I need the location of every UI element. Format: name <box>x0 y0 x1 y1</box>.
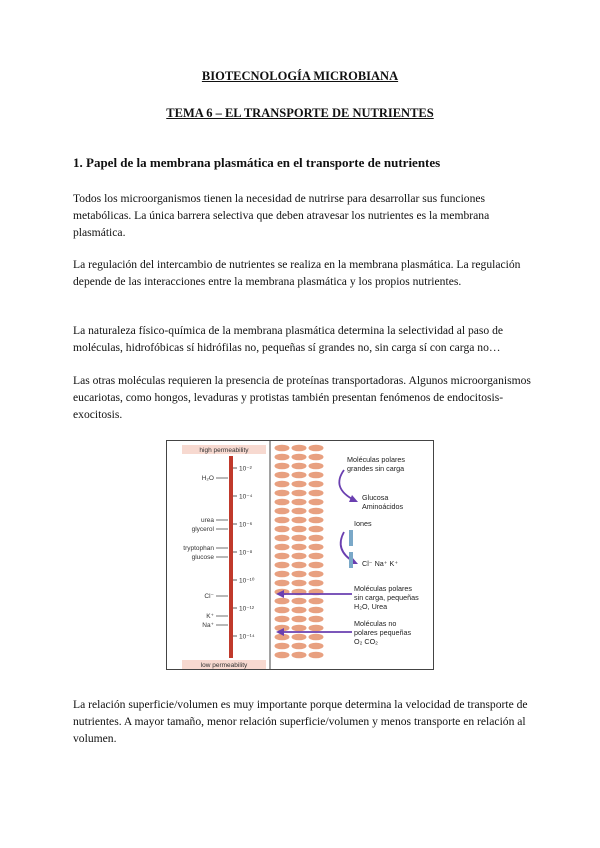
lipid-head <box>292 490 307 497</box>
lipid-head <box>292 508 307 515</box>
scale-tick-label: 10⁻⁶ <box>239 521 253 529</box>
lipid-head <box>292 625 307 632</box>
lipid-head <box>275 508 290 515</box>
lipid-head <box>309 517 324 524</box>
scale-molecule-label: tryptophan <box>183 545 214 552</box>
course-title: BIOTECNOLOGÍA MICROBIANA <box>201 69 399 83</box>
label-nonpolar-3: O₂ CO₂ <box>354 637 378 646</box>
label-nonpolar-1: Moléculas no <box>354 619 397 628</box>
label-polar-small-3: H₂O, Urea <box>354 602 388 611</box>
lipid-head <box>309 616 324 623</box>
lipid-head <box>275 481 290 488</box>
lipid-head <box>292 580 307 587</box>
lipid-head <box>292 535 307 542</box>
lipid-head <box>309 571 324 578</box>
permeability-scale-bar <box>229 456 233 658</box>
membrane-permeability-figure <box>166 440 434 670</box>
lipid-head <box>292 562 307 569</box>
label-ions: Iones <box>354 519 372 528</box>
lipid-head <box>292 598 307 605</box>
section-heading: 1. Papel de la membrana plasmática en el transporte de nutrientes <box>73 155 441 170</box>
scale-molecule-label: glucose <box>191 554 214 561</box>
lipid-head <box>309 607 324 614</box>
lipid-head <box>309 472 324 479</box>
lipid-head <box>309 652 324 659</box>
lipid-head <box>275 607 290 614</box>
lipid-head <box>275 517 290 524</box>
lipid-head <box>292 553 307 560</box>
label-polar-small-2: sin carga, pequeñas <box>354 593 419 602</box>
paragraph-surface-volume: La relación superficie/volumen es muy importante porque determina la velocidad de transporte de nutrientes. A mayor tamaño, menor relación superficie/volumen y menos transporte en relación al volumen. <box>73 698 528 745</box>
lipid-head <box>309 526 324 533</box>
lipid-head <box>309 580 324 587</box>
lipid-head <box>292 526 307 533</box>
scale-molecule-label: H₂O <box>201 475 214 482</box>
label-polar-small-1: Moléculas polares <box>354 584 412 593</box>
lipid-head <box>275 580 290 587</box>
lipid-head <box>309 553 324 560</box>
scale-molecule-label: Cl⁻ <box>204 593 214 600</box>
lipid-head <box>292 517 307 524</box>
scale-bottom-label: low permeability <box>200 662 248 669</box>
paragraph-selectivity: La naturaleza físico-química de la membrana plasmática determina la selectividad al paso de moléculas, hidrofóbicas sí hidrófilas no, pequeñas sí grandes no, sin carga sí con carga no… <box>73 324 504 354</box>
scale-tick-label: 10⁻¹² <box>239 605 254 613</box>
lipid-head <box>275 544 290 551</box>
lipid-head <box>292 634 307 641</box>
lipid-head <box>275 472 290 479</box>
lipid-head <box>275 562 290 569</box>
label-nonpolar-2: polares pequeñas <box>354 628 412 637</box>
lipid-head <box>292 463 307 470</box>
lipid-head <box>292 481 307 488</box>
lipid-head <box>309 535 324 542</box>
lipid-head <box>275 616 290 623</box>
lipid-head <box>292 607 307 614</box>
ion-channel-marker-2 <box>349 552 353 568</box>
lipid-head <box>309 463 324 470</box>
paragraph-regulation: La regulación del intercambio de nutrientes se realiza en la membrana plasmática. La regulación depende de las interacciones entre la membrana plasmática y los propios nutrientes. <box>73 258 521 288</box>
scale-molecule-label: Na⁺ <box>202 622 214 629</box>
lipid-head <box>275 490 290 497</box>
label-glucose-2: Aminoácidos <box>362 502 404 511</box>
lipid-head <box>292 544 307 551</box>
lipid-head <box>292 499 307 506</box>
lipid-head <box>275 499 290 506</box>
ion-channel-marker-1 <box>349 530 353 546</box>
lipid-head <box>292 454 307 461</box>
label-polar-large-2: grandes sin carga <box>347 464 405 473</box>
lipid-head <box>309 490 324 497</box>
lipid-head <box>275 643 290 650</box>
lipid-head <box>292 652 307 659</box>
scale-tick-label: 10⁻¹⁰ <box>239 577 255 585</box>
scale-molecule-label: glycerol <box>191 526 214 533</box>
lipid-head <box>309 508 324 515</box>
lipid-head <box>275 463 290 470</box>
lipid-head <box>309 643 324 650</box>
lipid-head <box>275 571 290 578</box>
lipid-head <box>309 625 324 632</box>
lipid-head <box>292 472 307 479</box>
scale-molecule-label: urea <box>200 517 214 524</box>
topic-title: TEMA 6 – EL TRANSPORTE DE NUTRIENTES <box>166 106 434 120</box>
scale-tick-label: 10⁻² <box>239 465 252 473</box>
lipid-head <box>292 445 307 452</box>
scale-molecule-label: K⁺ <box>206 613 214 620</box>
label-glucose-1: Glucosa <box>362 493 389 502</box>
lipid-head <box>309 445 324 452</box>
lipid-head <box>275 526 290 533</box>
lipid-head <box>309 634 324 641</box>
lipid-head <box>309 598 324 605</box>
lipid-head <box>309 481 324 488</box>
lipid-head <box>275 535 290 542</box>
scale-tick-label: 10⁻¹⁴ <box>239 633 255 641</box>
lipid-head <box>275 553 290 560</box>
lipid-head <box>275 454 290 461</box>
lipid-head <box>309 562 324 569</box>
scale-top-label: high permeability <box>199 447 249 454</box>
label-ion-list: Cl⁻ Na⁺ K⁺ <box>362 559 399 568</box>
label-polar-large-1: Moléculas polares <box>347 455 405 464</box>
lipid-head <box>309 499 324 506</box>
scale-tick-label: 10⁻⁴ <box>239 493 253 501</box>
lipid-head <box>309 454 324 461</box>
lipid-head <box>275 598 290 605</box>
lipid-head <box>275 445 290 452</box>
lipid-head <box>275 652 290 659</box>
lipid-head <box>292 643 307 650</box>
lipid-head <box>292 571 307 578</box>
paragraph-intro: Todos los microorganismos tienen la necesidad de nutrirse para desarrollar sus funciones metabólicas. La única barrera selectiva que deben atravesar los nutrientes es la membrana plasmática. <box>73 192 490 239</box>
paragraph-transporters: Las otras moléculas requieren la presencia de proteínas transportadoras. Algunos microorganismos eucariotas, como hongos, levaduras y protistas también presentan fenómenos de endocitosis-exocitosis. <box>73 374 531 421</box>
scale-tick-label: 10⁻⁸ <box>239 549 253 557</box>
lipid-head <box>292 616 307 623</box>
lipid-head <box>309 544 324 551</box>
